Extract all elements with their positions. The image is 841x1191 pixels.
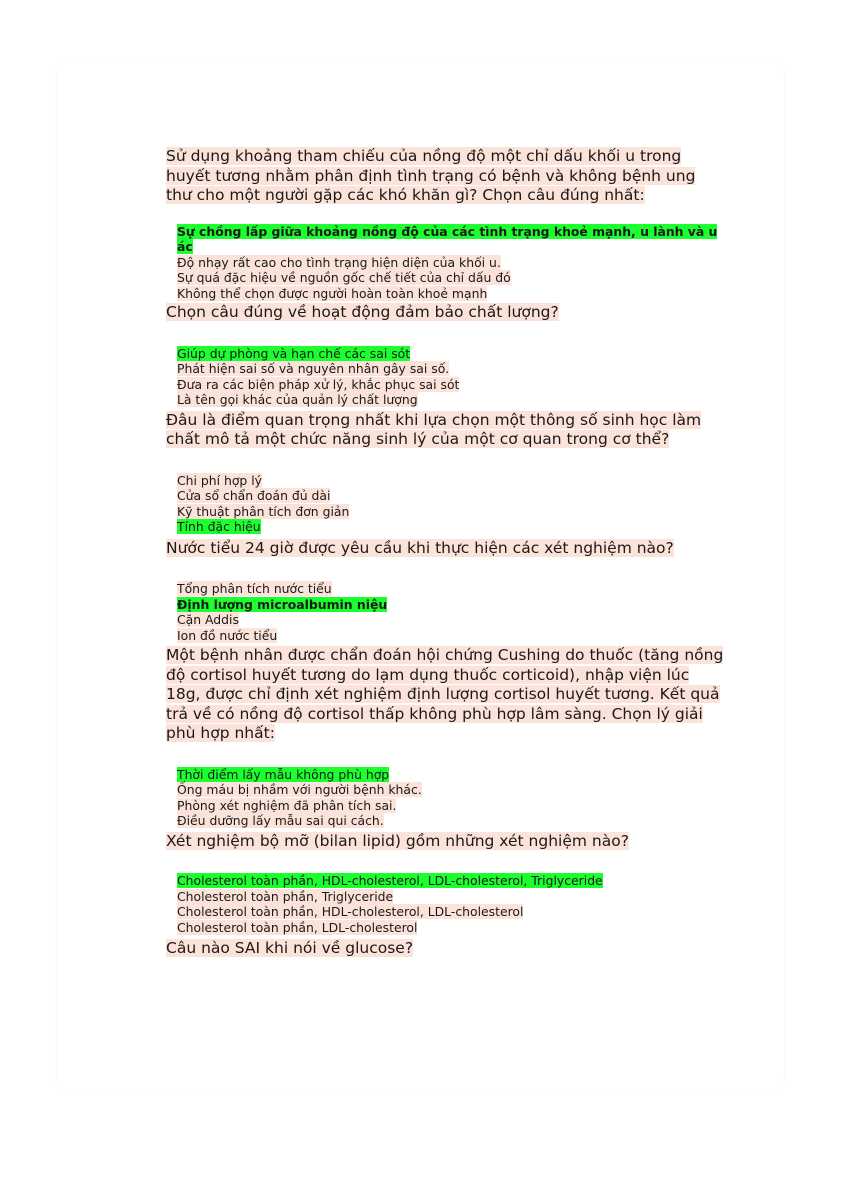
option-3d-correct: Tính đặc hiệu [177,519,261,534]
option-5d: Điều dưỡng lấy mẫu sai qui cách. [177,813,384,828]
option-4d: Ion đồ nước tiểu [177,627,278,643]
question-6-options [166,873,726,935]
question-4: Nước tiểu 24 giờ được yêu cầu khi thực hiện các xét nghiệm nào? [166,538,674,557]
question-7: Câu nào SAI khi nói về glucose? [166,939,414,957]
option-4c: Cặn Addis [177,612,239,627]
option-1a-correct: Sự chồng lấp giữa khoảng nồng độ của các tình trạng khoẻ mạnh, u lành và u ác [177,223,718,254]
question-6: Xét nghiệm bộ mỡ (bilan lipid) gồm những xét nghiệm nào? [166,831,629,850]
quiz-content [166,147,726,959]
option-4a: Tổng phân tích nước tiểu [177,581,332,596]
option-4b-correct: Định lượng microalbumin niệu [177,596,388,612]
option-3c: Kỹ thuật phân tích đơn giản [177,503,350,519]
option-5c: Phòng xét nghiệm đã phân tích sai. [177,797,397,813]
question-4-options [166,581,726,643]
option-6b: Cholesterol toàn phần, Triglyceride [177,888,394,904]
option-2b: Phát hiện sai số và nguyên nhân gây sai số. [177,361,450,376]
option-1b: Độ nhạy rất cao cho tình trạng hiện diện của khối u. [177,254,501,270]
option-1c: Sự quá đặc hiệu về nguồn gốc chế tiết của chỉ dấu đó [177,270,511,285]
question-1-options [166,224,726,302]
option-3a: Chi phí hợp lý [177,472,262,488]
question-5-options [166,767,726,829]
question-1: Sử dụng khoảng tham chiếu của nồng độ một chỉ dấu khối u trong huyết tương nhằm phân định tình trạng có bệnh và không bệnh ung thư cho một người gặp các khó khăn gì? Chọn câu đúng nhất: [166,147,696,204]
question-3-options [166,473,726,535]
option-5b: Ống máu bị nhầm với người bệnh khác. [177,782,422,797]
option-6a-correct: Cholesterol toàn phần, HDL-cholesterol, LDL-cholesterol, Triglyceride [177,873,603,888]
question-2-options [166,346,726,408]
question-5: Một bệnh nhân được chẩn đoán hội chứng Cushing do thuốc (tăng nồng độ cortisol huyết tương do lạm dụng thuốc corticoid), nhập viện lúc 18g, được chỉ định xét nghiệm định lượng cortisol huyết tương. Kết quả trả về có nồng độ cortisol thấp không phù hợp lâm sàng. Chọn lý giải phù hợp nhất: [166,646,724,742]
question-2: Chọn câu đúng về hoạt động đảm bảo chất lượng? [166,303,559,321]
option-2c: Đưa ra các biện pháp xử lý, khắc phục sai sót [177,376,460,392]
option-2a-correct: Giúp dự phòng và hạn chế các sai sót [177,345,411,361]
question-3: Đâu là điểm quan trọng nhất khi lựa chọn một thông số sinh học làm chất mô tả một chức năng sinh lý của một cơ quan trong cơ thể? [166,410,702,448]
option-6d: Cholesterol toàn phần, LDL-cholesterol [177,919,418,935]
option-5a-correct: Thời điểm lấy mẫu không phù hợp [177,766,390,782]
option-3b: Cửa sổ chẩn đoán đủ dài [177,488,331,503]
option-1d: Không thể chọn được người hoàn toàn khoẻ mạnh [177,285,488,301]
option-2d: Là tên gọi khác của quản lý chất lượng [177,392,418,407]
option-6c: Cholesterol toàn phần, HDL-cholesterol, LDL-cholesterol [177,904,524,919]
